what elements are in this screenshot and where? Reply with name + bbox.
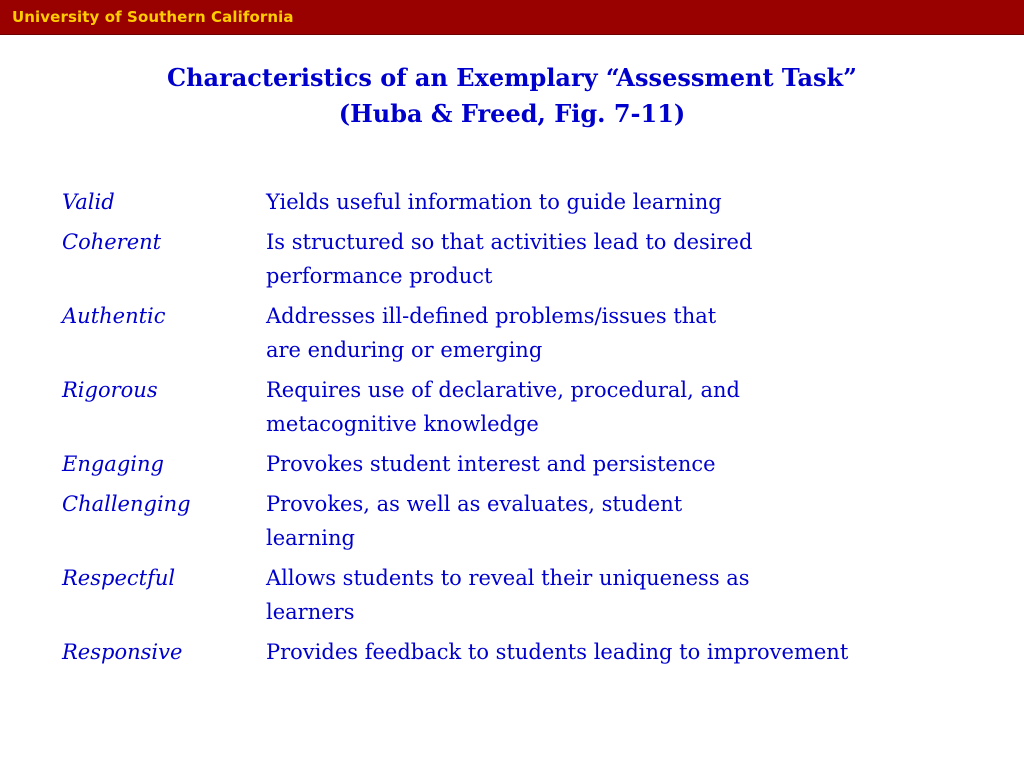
slide-title-line-1: Characteristics of an Exemplary “Assessment Task”: [167, 63, 857, 92]
slide-title-line-2: (Huba & Freed, Fig. 7-11): [338, 99, 686, 128]
description-line: Addresses ill-defined problems/issues that: [266, 304, 717, 328]
characteristic-row-valid: [62, 185, 962, 219]
characteristic-term: Respectful: [62, 566, 176, 590]
characteristic-term: Rigorous: [62, 378, 158, 402]
description-line: Is structured so that activities lead to desired: [266, 230, 753, 254]
characteristic-row-responsive: [62, 635, 962, 669]
characteristic-row-coherent: [62, 225, 962, 293]
characteristic-term: Coherent: [62, 230, 162, 254]
description-line: Requires use of declarative, procedural, and: [266, 378, 740, 402]
characteristic-description: [266, 561, 750, 629]
characteristic-description: [266, 299, 716, 367]
description-line: are enduring or emerging: [266, 338, 543, 362]
description-line: Provokes student interest and persistence: [266, 452, 716, 476]
description-line: Provides feedback to students leading to improvement: [266, 640, 849, 664]
description-line: Provokes, as well as evaluates, student: [266, 492, 683, 516]
characteristic-row-respectful: [62, 561, 962, 629]
characteristic-row-rigorous: [62, 373, 962, 441]
slide-title: [0, 60, 1024, 132]
description-line: metacognitive knowledge: [266, 412, 539, 436]
header-bar: [0, 0, 1024, 35]
characteristics-list: [62, 185, 962, 675]
characteristic-description: [266, 185, 722, 219]
characteristic-term: Challenging: [62, 492, 191, 516]
characteristic-description: [266, 373, 740, 441]
characteristic-row-challenging: [62, 487, 962, 555]
description-line: Allows students to reveal their uniqueness as: [266, 566, 750, 590]
description-line: performance product: [266, 264, 493, 288]
description-line: Yields useful information to guide learning: [266, 190, 722, 214]
characteristic-description: [266, 487, 682, 555]
description-line: learners: [266, 600, 355, 624]
characteristic-description: [266, 447, 716, 481]
description-line: learning: [266, 526, 355, 550]
characteristic-description: [266, 635, 848, 669]
characteristic-term: Valid: [62, 190, 115, 214]
characteristic-row-authentic: [62, 299, 962, 367]
characteristic-description: [266, 225, 752, 293]
characteristic-term: Engaging: [62, 452, 164, 476]
characteristic-row-engaging: [62, 447, 962, 481]
characteristic-term: Responsive: [62, 640, 183, 664]
university-wordmark: University of Southern California: [12, 8, 294, 26]
characteristic-term: Authentic: [62, 304, 166, 328]
